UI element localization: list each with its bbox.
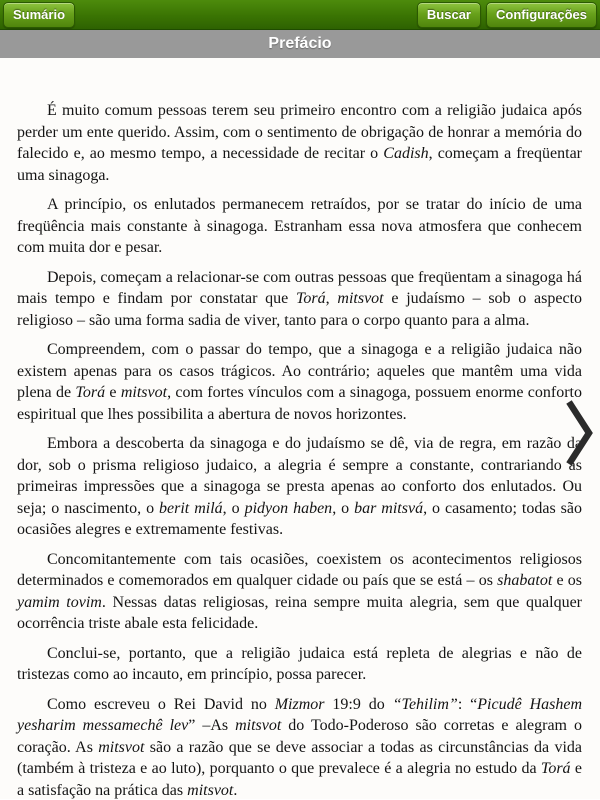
chevron-right-icon xyxy=(564,398,594,468)
settings-button[interactable]: Configurações xyxy=(486,2,597,28)
paragraph: Compreendem, com o passar do tempo, que a sinagoga e a religião judaica não existem apenas para os casos trágicos. Ao contrário; aqueles que mantêm uma vida plena de Torá e mitsvot, com fortes vínculos com a sinagoga, possuem enorme conforto espiritual que lhes possibilita a abertura de novos horizontes. xyxy=(17,341,582,423)
paragraph: A princípio, os enlutados permanecem retraídos, por se tratar do início de uma freqüência mais constante à sinagoga. Estranham essa nova atmosfera que conhecem com muita dor e pesar. xyxy=(17,196,582,256)
title-bar xyxy=(0,30,600,58)
next-page-button[interactable] xyxy=(564,398,594,468)
app-bar xyxy=(0,0,600,30)
paragraph: Embora a descoberta da sinagoga e do judaísmo se dê, via de regra, em razão da dor, sob o prisma religioso judaico, a alegria é sempre a constante, contrariando as primeiras impressões que a sinagoga se presta apenas ao conforto dos enlutados. Ou seja; o nascimento, o berit milá, o pidyon haben, o bar mitsvá, o casamento; todas são ocasiões alegres e extremamente festivas. xyxy=(17,435,582,538)
reading-pane xyxy=(0,58,600,799)
page-text xyxy=(17,100,582,799)
paragraph: Depois, começam a relacionar-se com outras pessoas que freqüentam a sinagoga há mais tempo e findam por constatar que Torá, mitsvot e judaísmo – sob o aspecto religioso – são uma forma sadia de viver, tanto para o corpo quanto para a alma. xyxy=(17,268,583,329)
page-title: Prefácio xyxy=(268,35,332,52)
paragraph: Concomitantemente com tais ocasiões, coexistem os acontecimentos religiosos determinados e comemorados em qualquer cidade ou país que se está – os shabatot e os yamim tovim. Nessas datas religiosas, reina sempre muita alegria, sem que qualquer ocorrência triste abale esta felicidade. xyxy=(17,550,583,632)
app-bar-right-group xyxy=(417,2,597,28)
paragraph: Como escreveu o Rei David no Mizmor 19:9 do “Tehilim”: “Picudê Hashem yesharim messamechê lev” –As mitsvot do Todo-Poderoso são corretas e alegram o coração. As mitsvot são a razão que se deve associar a todas as circunstâncias da vida (também à tristeza e ao luto), porquanto o que prevalece é a alegria no estudo da Torá e a satisfação na prática das mitsvot. xyxy=(17,695,583,799)
paragraph: Conclui-se, portanto, que a religião judaica está repleta de alegrias e não de tristezas como ao incauto, em princípio, possa parecer. xyxy=(17,644,582,683)
search-button[interactable]: Buscar xyxy=(417,2,481,28)
summary-button[interactable]: Sumário xyxy=(3,2,75,28)
app-bar-left-group xyxy=(3,2,75,28)
paragraph: É muito comum pessoas terem seu primeiro encontro com a religião judaica após perder um ente querido. Assim, com o sentimento de obrigação de honrar a memória do falecido e, ao mesmo tempo, a necessidade de recitar o Cadish, começam a freqüentar uma sinagoga. xyxy=(17,102,582,184)
